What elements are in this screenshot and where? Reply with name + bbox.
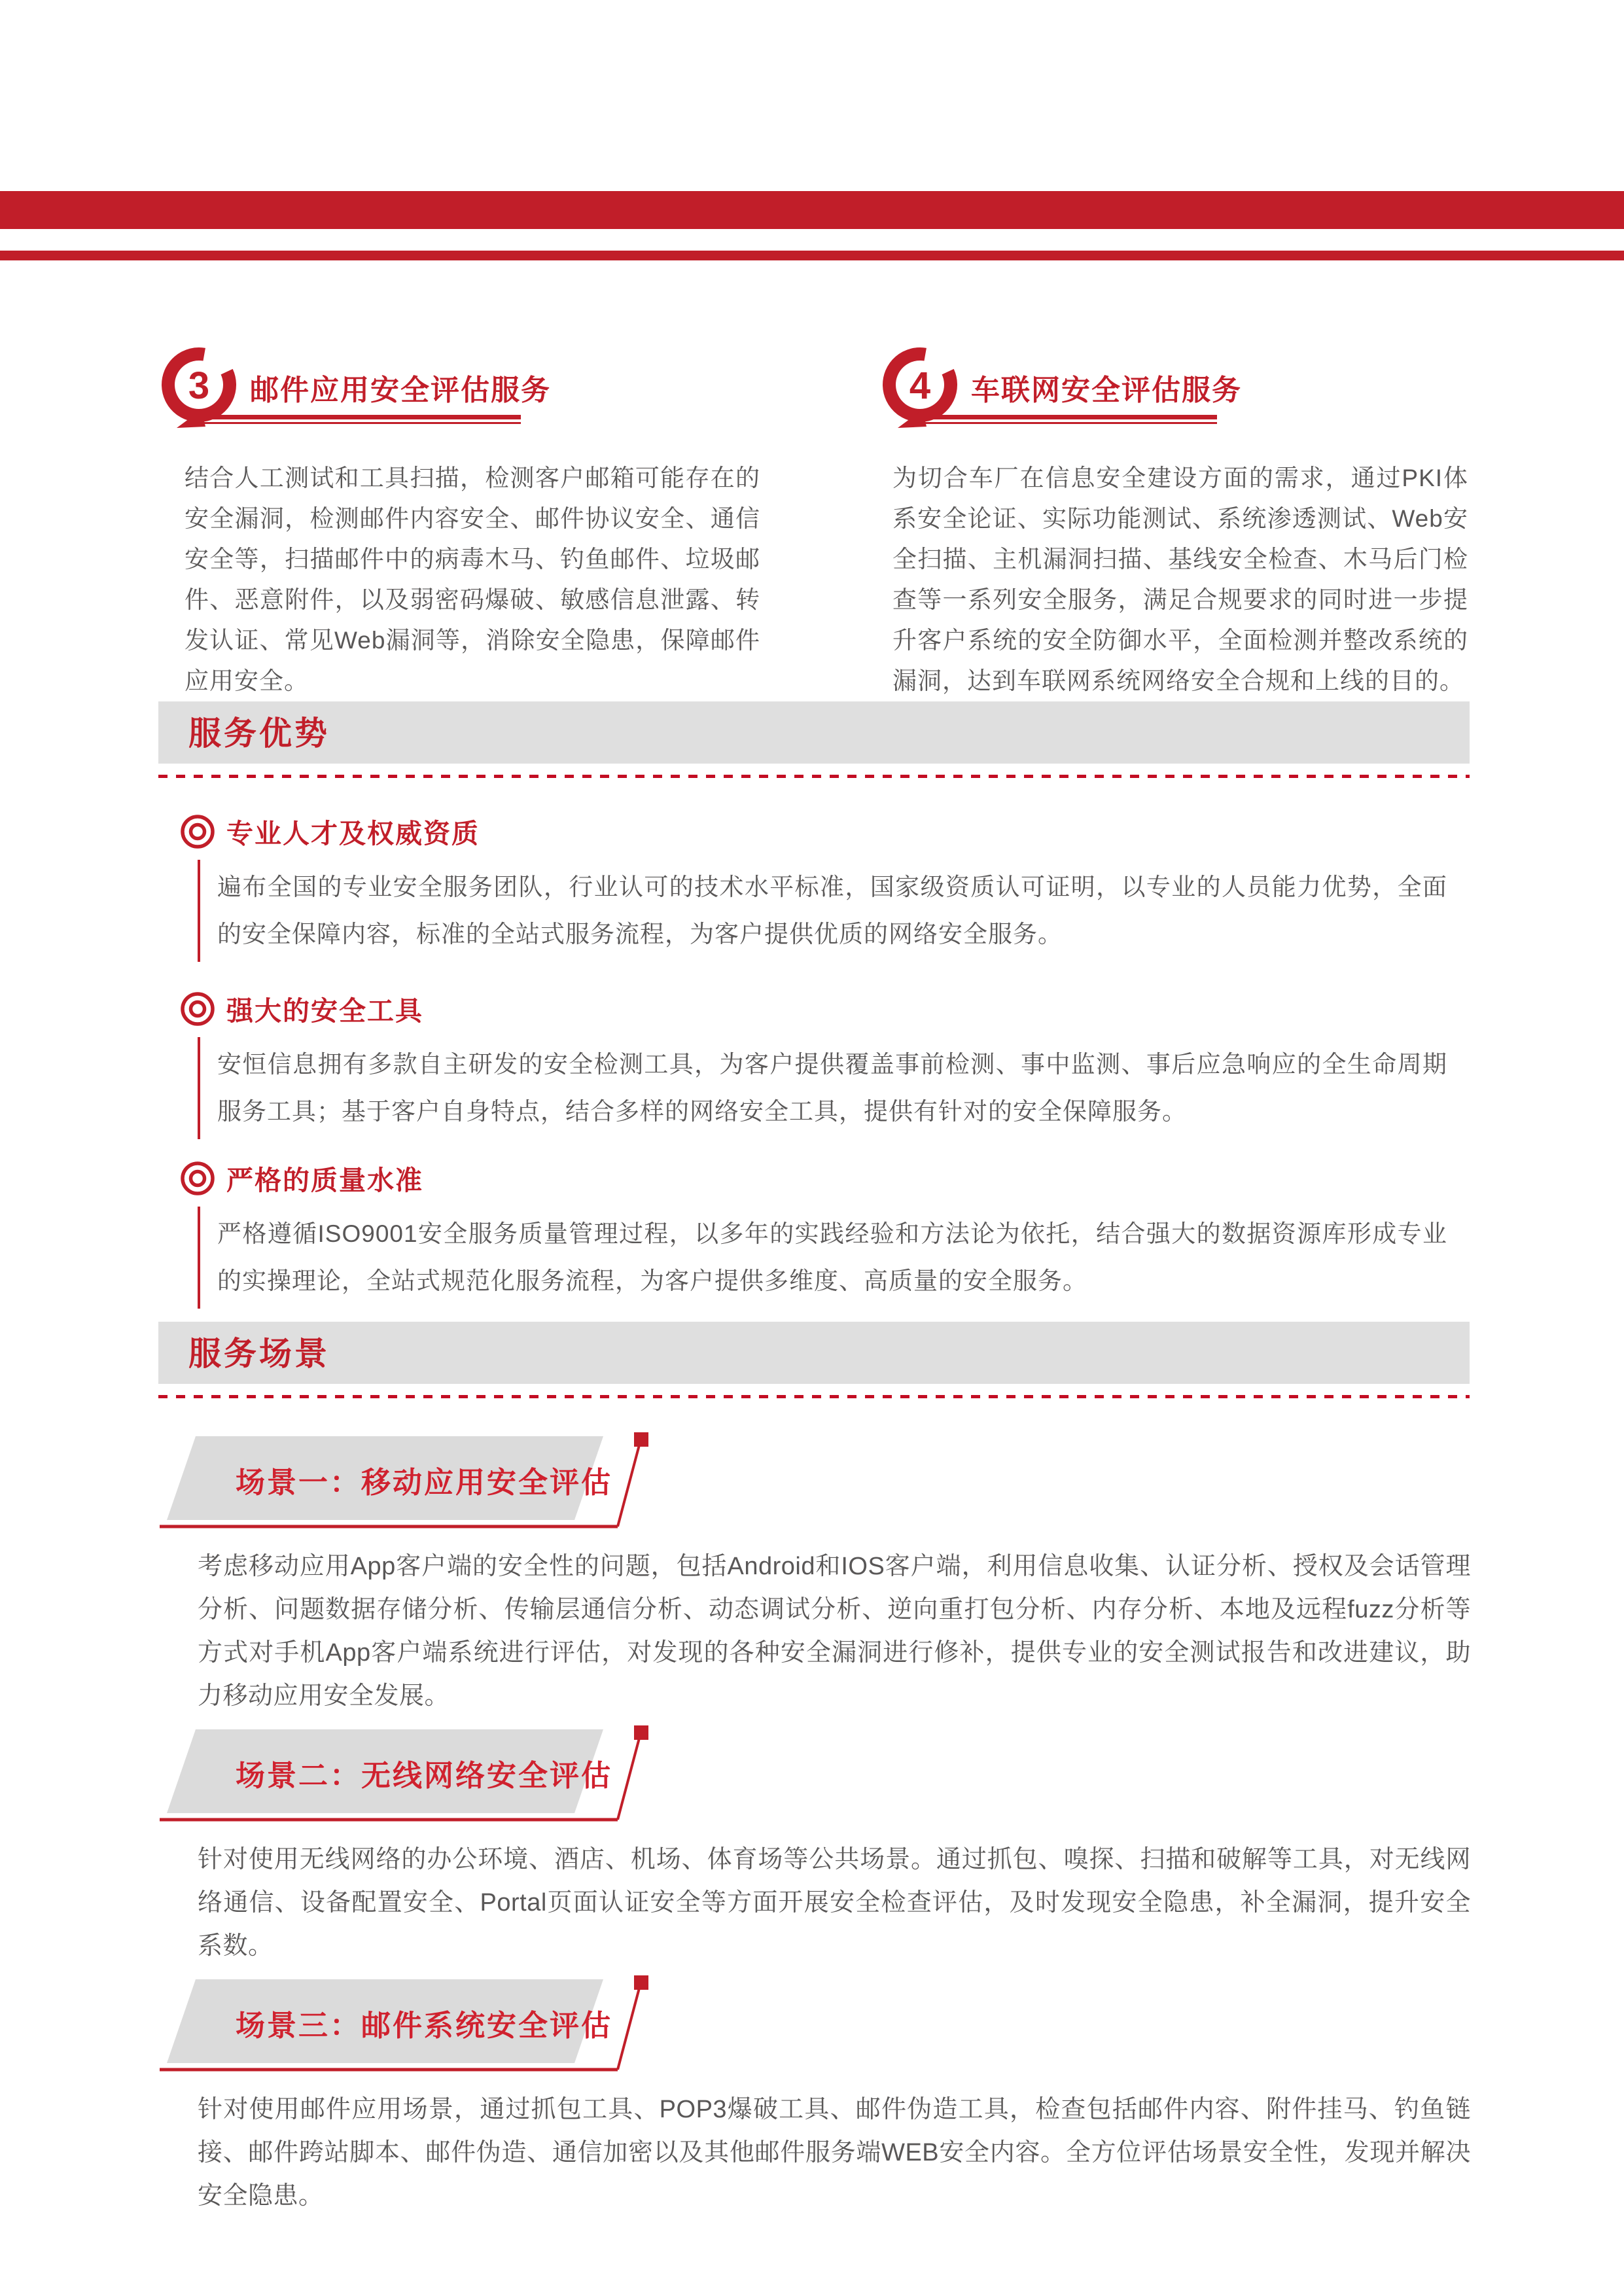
double-circle-bullet-icon: [179, 813, 216, 850]
advantage-item: [158, 989, 1470, 1139]
section-heading-group: [158, 343, 800, 441]
advantage-body-text: 遍布全国的专业安全服务团队，行业认可的技术水平标准，国家级资质认可证明，以专业的人员能力优势，全面的安全保障内容，标准的全站式服务流程，为客户提供优质的网络安全服务。: [198, 860, 1447, 962]
scenario-item: [158, 1723, 1470, 1968]
scenario-item: [158, 1430, 1470, 1718]
advantage-item: [158, 812, 1470, 962]
scenario-banner: [158, 1430, 669, 1532]
scenarios-header-label: 服务场景: [188, 1335, 330, 1372]
title-underline: [909, 415, 1217, 424]
section-title: 邮件应用安全评估服务: [250, 374, 551, 406]
section-iov-assessment: [879, 343, 1470, 701]
section-heading-group: [879, 343, 1470, 441]
scenarios-header-bar: [158, 1322, 1470, 1384]
dashed-divider: [158, 775, 1470, 778]
section-title: 车联网安全评估服务: [971, 374, 1242, 406]
advantage-heading: [179, 812, 1470, 851]
section-number: 3: [188, 364, 210, 407]
top-accent-bar-thick: [0, 191, 1624, 229]
scenario-banner: [158, 1723, 669, 1825]
advantage-item: [158, 1159, 1470, 1309]
section-body-text: 为切合车厂在信息安全建设方面的需求，通过PKI体系安全论证、实际功能测试、系统渗透测试、Web安全扫描、主机漏洞扫描、基线安全检查、木马后门检查等一系列安全服务，满足合规要求的同时进一步提升客户系统的安全防御水平，全面检测并整改系统的漏洞，达到车联网系统网络安全合规和上线的目的。: [892, 465, 1468, 694]
scenario-item: [158, 1973, 1470, 2217]
scenario-body-text: 针对使用无线网络的办公环境、酒店、机场、体育场等公共场景。通过抓包、嗅探、扫描和破解等工具，对无线网络通信、设备配置安全、Portal页面认证安全等方面开展安全检查评估，及时发现安全隐患，补全漏洞，提升安全系数。: [198, 1846, 1471, 1960]
double-circle-bullet-icon: [179, 991, 216, 1027]
scenario-body-text: 针对使用邮件应用场景，通过抓包工具、POP3爆破工具、邮件伪造工具，检查包括邮件内容、附件挂马、钓鱼链接、邮件跨站脚本、邮件伪造、通信加密以及其他邮件服务端WEB安全内容。全方位评估场景安全性，发现并解决安全隐患。: [198, 2096, 1471, 2210]
scenario-label: 场景一：移动应用安全评估: [236, 1466, 613, 1499]
advantages-header-label: 服务优势: [188, 715, 330, 752]
page-content: [158, 327, 1470, 2217]
scenario-banner: [158, 1973, 669, 2075]
dashed-divider: [158, 1395, 1470, 1398]
advantage-title: 强大的安全工具: [226, 996, 423, 1026]
advantage-heading: [179, 1159, 1470, 1197]
advantage-body-text: 严格遵循ISO9001安全服务质量管理过程，以多年的实践经验和方法论为依托，结合强大的数据资源库形成专业的实操理论，全站式规范化服务流程，为客户提供多维度、高质量的安全服务。: [198, 1207, 1447, 1309]
advantage-title: 专业人才及权威资质: [226, 819, 480, 849]
advantage-body-text: 安恒信息拥有多款自主研发的安全检测工具，为客户提供覆盖事前检测、事中监测、事后应急响应的全生命周期服务工具；基于客户自身特点，结合多样的网络安全工具，提供有针对的安全保障服务。: [198, 1037, 1447, 1139]
advantage-title: 严格的质量水准: [226, 1165, 423, 1195]
advantages-header-bar: [158, 701, 1470, 764]
double-circle-bullet-icon: [179, 1160, 216, 1197]
advantage-heading: [179, 989, 1470, 1028]
title-underline: [188, 415, 521, 424]
numbered-sections-row: [158, 343, 1470, 701]
section-body-text: 结合人工测试和工具扫描，检测客户邮箱可能存在的安全漏洞，检测邮件内容安全、邮件协议安全、通信安全等，扫描邮件中的病毒木马、钓鱼邮件、垃圾邮件、恶意附件，以及弱密码爆破、敏感信息泄露、转发认证、常见Web漏洞等，消除安全隐患，保障邮件应用安全。: [185, 465, 760, 694]
section-number: 4: [909, 364, 931, 407]
section-email-assessment: [158, 343, 800, 701]
scenario-body-text: 考虑移动应用App客户端的安全性的问题，包括Android和IOS客户端，利用信息收集、认证分析、授权及会话管理分析、问题数据存储分析、传输层通信分析、动态调试分析、逆向重打包分析、内存分析、本地及远程fuzz分析等方式对手机App客户端系统进行评估，对发现的各种安全漏洞进行修补，提供专业的安全测试报告和改进建议，助力移动应用安全发展。: [198, 1553, 1471, 1710]
scenario-label: 场景二：无线网络安全评估: [236, 1759, 613, 1792]
top-accent-bar-thin: [0, 251, 1624, 260]
scenario-label: 场景三：邮件系统安全评估: [236, 2009, 613, 2042]
